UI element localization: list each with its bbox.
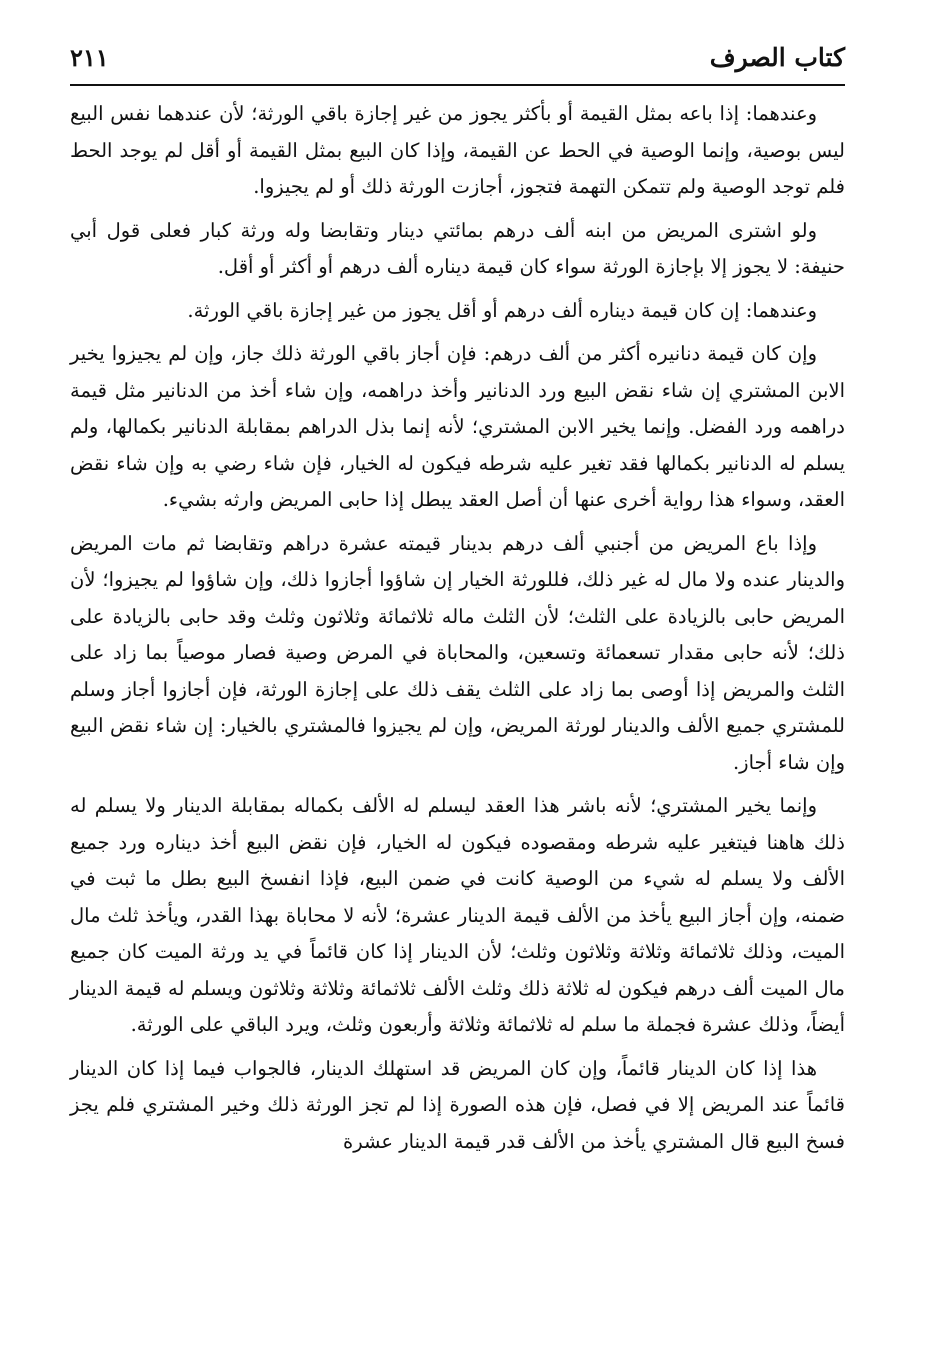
page-number: ٢١١	[70, 43, 109, 72]
paragraph: وإن كان قيمة دنانيره أكثر من ألف درهم: فإن أجاز باقي الورثة ذلك جاز، وإن لم يجيزوا يخير الابن المشتري إن شاء نقض البيع ورد الدنانير وأخذ دراهمه، وإن شاء أخذ من الدنانير مثل قيمة دراهمه ورد الفضل. وإنما يخير الابن المشتري؛ لأنه إنما بذل الدراهم بمقابلة الدنانير بكمالها، ولم يسلم له الدنانير بكمالها فقد تغير عليه شرطه فيكون له الخيار، فإن شاء رضي به وإن شاء نقض العقد، وسواء هذا رواية أخرى عنها أن أصل العقد يبطل إذا حابى المريض وارثه بشيء.	[70, 342, 845, 511]
paragraph: وإذا باع المريض من أجنبي ألف درهم بدينار قيمته عشرة دراهم وتقابضا ثم مات المريض والدينار عنده ولا مال له غير ذلك، فللورثة الخيار إن شاؤوا أجازوا ذلك، وإن شاؤوا لم يجيزوا؛ لأن المريض حابى بالزيادة على الثلث؛ لأن الثلث ماله ثلاثمائة وثلاثون وثلث وقد حابى بالزيادة على ذلك؛ لأنه حابى مقدار تسعمائة وتسعين، والمحاباة في المرض وصية فصار موصياً بما زاد على الثلث والمريض إذا أوصى بما زاد على الثلث يقف ذلك على إجازة الورثة، فإن أجازوا أجاز وسلم للمشتري جميع الألف والدينار لورثة المريض، وإن لم يجيزوا فالمشتري بالخيار: إن شاء نقض البيع وإن شاء أجاز.	[70, 531, 845, 774]
paragraph: وإنما يخير المشتري؛ لأنه باشر هذا العقد ليسلم له الألف بكماله بمقابلة الدينار ولا يسلم له ذلك هاهنا فيتغير عليه شرطه ومقصوده فيكون له الخيار، فإن نقض البيع أخذ ديناره ورد جميع الألف ولا يسلم له شيء من الوصية كانت في ضمن البيع، فإذا انفسخ البيع بطل ما ثبت في ضمنه، وإن أجاز البيع يأخذ من الألف قيمة الدينار عشرة؛ لأنه لا محاباة بهذا القدر، ويأخذ ثلث مال الميت، وذلك ثلاثمائة وثلاثة وثلاثون وثلث؛ لأن الدينار إذا كان قائماً في يد ورثة الميت كان جميع مال الميت ألف درهم فيكون له ثلاثة ذلك وثلث الألف ثلاثمائة وثلاثة وثلاثون ويسلم له قيمة الدينار أيضاً، وذلك عشرة فجملة ما سلم له ثلاثمائة وثلاثة وأربعون وثلث، ويرد الباقي على الورثة.	[70, 794, 845, 1036]
header-divider	[70, 84, 845, 86]
paragraph: وعندهما: إن كان قيمة ديناره ألف درهم أو أقل يجوز من غير إجازة باقي الورثة.	[187, 298, 817, 322]
page-header	[70, 40, 845, 84]
paragraph: وعندهما: إذا باعه بمثل القيمة أو بأكثر يجوز من غير إجازة باقي الورثة؛ لأن عندهما نفس البيع ليس بوصية، وإنما الوصية في الحط عن القيمة، وإذا كان البيع بمثل القيمة أو أقل لم يوجد الحط فلم توجد الوصية ولم تتمكن التهمة فتجوز، أجازت الورثة ذلك أو لم يجيزوا.	[70, 102, 845, 198]
main-text	[70, 96, 845, 1167]
paragraph: هذا إذا كان الدينار قائماً، وإن كان المريض قد استهلك الدينار، فالجواب فيما إذا كان الدينار قائماً عند المريض إلا في فصل، فإن هذه الصورة إذا لم تجز الورثة ذلك وخير المشتري فلم يجز فسخ البيع قال المشتري يأخذ من الألف قدر قيمة الدينار عشرة	[70, 1056, 845, 1153]
paragraph: ولو اشترى المريض من ابنه ألف درهم بمائتي دينار وتقابضا وله ورثة كبار فعلى قول أبي حنيفة: لا يجوز إلا بإجازة الورثة سواء كان قيمة ديناره ألف درهم أو أكثر أو أقل.	[70, 218, 845, 278]
chapter-title: كتاب الصرف	[709, 43, 845, 72]
